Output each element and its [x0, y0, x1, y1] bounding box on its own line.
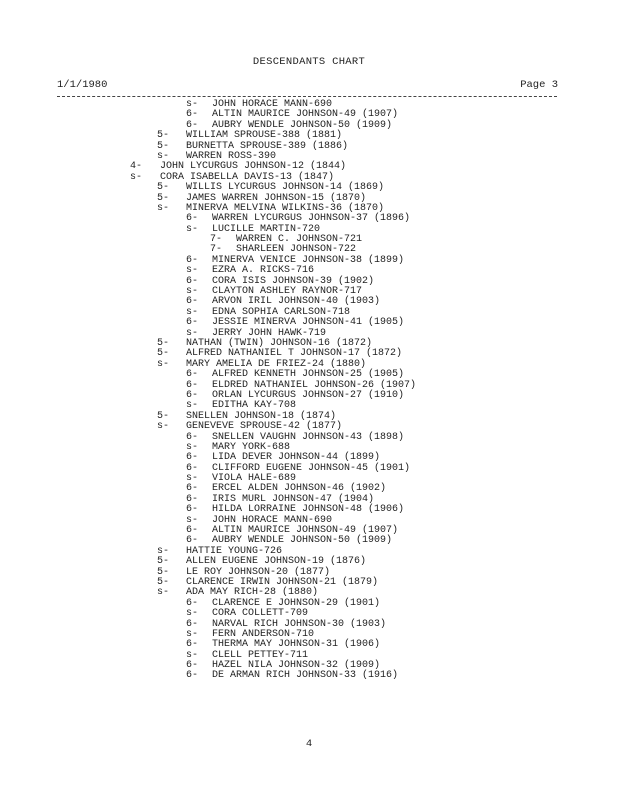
person-name: JESSIE MINERVA JOHNSON-41 (1905) — [212, 317, 405, 329]
list-item — [0, 370, 618, 380]
generation-code: s- — [186, 265, 199, 277]
generation-code: s- — [186, 628, 199, 640]
person-name: JAMES WARREN JOHNSON-15 (1870) — [186, 192, 367, 204]
generation-code: 5- — [157, 192, 170, 204]
list-item — [0, 599, 618, 609]
generation-code: s- — [157, 545, 170, 557]
generation-code: 6- — [186, 493, 199, 505]
person-name: CLARENCE IRWIN JOHNSON-21 (1879) — [186, 576, 379, 588]
generation-code: 6- — [186, 369, 199, 381]
person-name: BURNETTA SPROUSE-389 (1886) — [186, 140, 349, 152]
list-item — [0, 183, 618, 193]
generation-code: 6- — [186, 431, 199, 443]
generation-code: s- — [157, 150, 170, 162]
person-name: ARVON IRIL JOHNSON-40 (1903) — [212, 296, 381, 308]
generation-code: 7- — [210, 244, 223, 256]
person-name: WARREN ROSS-390 — [186, 150, 277, 162]
header-divider — [57, 96, 557, 97]
generation-code: s- — [157, 421, 170, 433]
person-name: MINERVA VENICE JOHNSON-38 (1899) — [212, 254, 405, 266]
person-name: CORA ISABELLA DAVIS-13 (1847) — [160, 171, 335, 183]
generation-code: s- — [186, 286, 199, 298]
generation-code: s- — [186, 99, 199, 110]
generation-code: 7- — [210, 234, 223, 246]
person-name: JOHN HORACE MANN-690 — [212, 514, 333, 526]
person-name: LE ROY JOHNSON-20 (1877) — [186, 566, 331, 578]
person-name: JOHN LYCURGUS JOHNSON-12 (1844) — [160, 161, 347, 173]
descendants-list — [0, 100, 618, 682]
person-name: CLELL PETTEY-711 — [212, 649, 309, 661]
list-item — [0, 640, 618, 650]
person-name: SNELLEN VAUGHN JOHNSON-43 (1898) — [212, 431, 405, 443]
generation-code: 6- — [186, 296, 199, 308]
generation-code: 6- — [186, 597, 199, 609]
person-name: THERMA MAY JOHNSON-31 (1906) — [212, 639, 381, 651]
person-name: SHARLEEN JOHNSON-722 — [236, 244, 357, 256]
list-item — [0, 464, 618, 474]
generation-code: 6- — [186, 389, 199, 401]
generation-code: s- — [186, 473, 199, 485]
generation-code: 6- — [186, 213, 199, 225]
generation-code: s- — [186, 514, 199, 526]
person-name: ORLAN LYCURGUS JOHNSON-27 (1910) — [212, 389, 405, 401]
header-page-label: Page 3 — [520, 79, 558, 91]
generation-code: 5- — [157, 576, 170, 588]
generation-code: 5- — [157, 337, 170, 349]
list-item — [0, 391, 618, 401]
header-date: 1/1/1980 — [57, 79, 108, 91]
generation-code: s- — [130, 171, 143, 183]
person-name: NARVAL RICH JOHNSON-30 (1903) — [212, 618, 387, 630]
person-name: ALTIN MAURICE JOHNSON-49 (1907) — [212, 109, 399, 121]
footer-page-number: 4 — [305, 738, 313, 750]
generation-code: s- — [186, 441, 199, 453]
list-item — [0, 609, 618, 619]
generation-code: 6- — [186, 504, 199, 516]
generation-code: 6- — [186, 462, 199, 474]
person-name: JERRY JOHN HAWK-719 — [212, 327, 327, 339]
generation-code: s- — [186, 306, 199, 318]
generation-code: 5- — [157, 410, 170, 422]
generation-code: 4- — [130, 161, 143, 173]
generation-code: 6- — [186, 670, 199, 682]
person-name: GENEVEVE SPROUSE-42 (1877) — [186, 421, 343, 433]
list-item — [0, 433, 618, 443]
generation-code: s- — [186, 608, 199, 620]
person-name: ALLEN EUGENE JOHNSON-19 (1876) — [186, 556, 367, 568]
generation-code: 5- — [157, 182, 170, 194]
generation-code: 6- — [186, 317, 199, 329]
person-name: WARREN LYCURGUS JOHNSON-37 (1896) — [212, 213, 411, 225]
person-name: WILLIS LYCURGUS JOHNSON-14 (1869) — [186, 182, 385, 194]
person-name: HATTIE YOUNG-726 — [186, 545, 283, 557]
person-name: AUBRY WENDLE JOHNSON-50 (1909) — [212, 119, 393, 131]
person-name: LUCILLE MARTIN-720 — [212, 223, 321, 235]
generation-code: s- — [186, 223, 199, 235]
person-name: ERCEL ALDEN JOHNSON-46 (1902) — [212, 483, 387, 495]
chart-title: DESCENDANTS CHART — [252, 56, 366, 68]
generation-code: 6- — [186, 483, 199, 495]
generation-code: 6- — [186, 452, 199, 464]
generation-code: 6- — [186, 275, 199, 287]
person-name: AUBRY WENDLE JOHNSON-50 (1909) — [212, 535, 393, 547]
generation-code: 5- — [157, 556, 170, 568]
person-name: VIOLA HALE-689 — [212, 473, 297, 485]
person-name: WARREN C. JOHNSON-721 — [236, 234, 363, 246]
person-name: HILDA LORRAINE JOHNSON-48 (1906) — [212, 504, 405, 516]
person-name: CORA ISIS JOHNSON-39 (1902) — [212, 275, 375, 287]
list-item — [0, 131, 618, 141]
person-name: ALFRED NATHANIEL T JOHNSON-17 (1872) — [186, 348, 403, 360]
generation-code: s- — [157, 202, 170, 214]
list-item — [0, 536, 618, 546]
person-name: WILLIAM SPROUSE-388 (1881) — [186, 130, 343, 142]
person-name: ALTIN MAURICE JOHNSON-49 (1907) — [212, 525, 399, 537]
generation-code: 5- — [157, 130, 170, 142]
generation-code: 6- — [186, 660, 199, 672]
person-name: CLIFFORD EUGENE JOHNSON-45 (1901) — [212, 462, 411, 474]
generation-code: 6- — [186, 535, 199, 547]
person-name: JOHN HORACE MANN-690 — [212, 99, 333, 110]
generation-code: s- — [157, 587, 170, 599]
person-name: CORA COLLETT-709 — [212, 608, 309, 620]
generation-code: s- — [157, 358, 170, 370]
generation-code: 5- — [157, 348, 170, 360]
person-name: CLAYTON ASHLEY RAYNOR-717 — [212, 286, 363, 298]
person-name: MARY AMELIA DE FRIEZ-24 (1880) — [186, 358, 367, 370]
generation-code: 6- — [186, 525, 199, 537]
list-item — [0, 671, 618, 681]
person-name: FERN ANDERSON-710 — [212, 628, 315, 640]
generation-code: 6- — [186, 119, 199, 131]
person-name: IRIS MURL JOHNSON-47 (1904) — [212, 493, 375, 505]
generation-code: 6- — [186, 379, 199, 391]
person-name: CLARENCE E JOHNSON-29 (1901) — [212, 597, 381, 609]
list-item — [0, 422, 618, 432]
person-name: MINERVA MELVINA WILKINS-36 (1870) — [186, 202, 385, 214]
person-name: ADA MAY RICH-28 (1880) — [186, 587, 319, 599]
person-name: EZRA A. RICKS-716 — [212, 265, 315, 277]
person-name: NATHAN (TWIN) JOHNSON-16 (1872) — [186, 337, 373, 349]
person-name: SNELLEN JOHNSON-18 (1874) — [186, 410, 337, 422]
person-name: EDITHA KAY-708 — [212, 400, 297, 412]
person-name: ALFRED KENNETH JOHNSON-25 (1905) — [212, 369, 405, 381]
list-item — [0, 142, 618, 152]
generation-code: 6- — [186, 618, 199, 630]
person-name: HAZEL NILA JOHNSON-32 (1909) — [212, 660, 381, 672]
generation-code: s- — [186, 649, 199, 661]
person-name: DE ARMAN RICH JOHNSON-33 (1916) — [212, 670, 399, 682]
generation-code: 6- — [186, 109, 199, 121]
generation-code: s- — [186, 400, 199, 412]
person-name: ELDRED NATHANIEL JOHNSON-26 (1907) — [212, 379, 417, 391]
person-name: MARY YORK-688 — [212, 441, 291, 453]
generation-code: 5- — [157, 140, 170, 152]
person-name: EDNA SOPHIA CARLSON-718 — [212, 306, 351, 318]
generation-code: 6- — [186, 254, 199, 266]
generation-code: 5- — [157, 566, 170, 578]
generation-code: 6- — [186, 639, 199, 651]
person-name: LIDA DEVER JOHNSON-44 (1899) — [212, 452, 381, 464]
generation-code: s- — [186, 327, 199, 339]
